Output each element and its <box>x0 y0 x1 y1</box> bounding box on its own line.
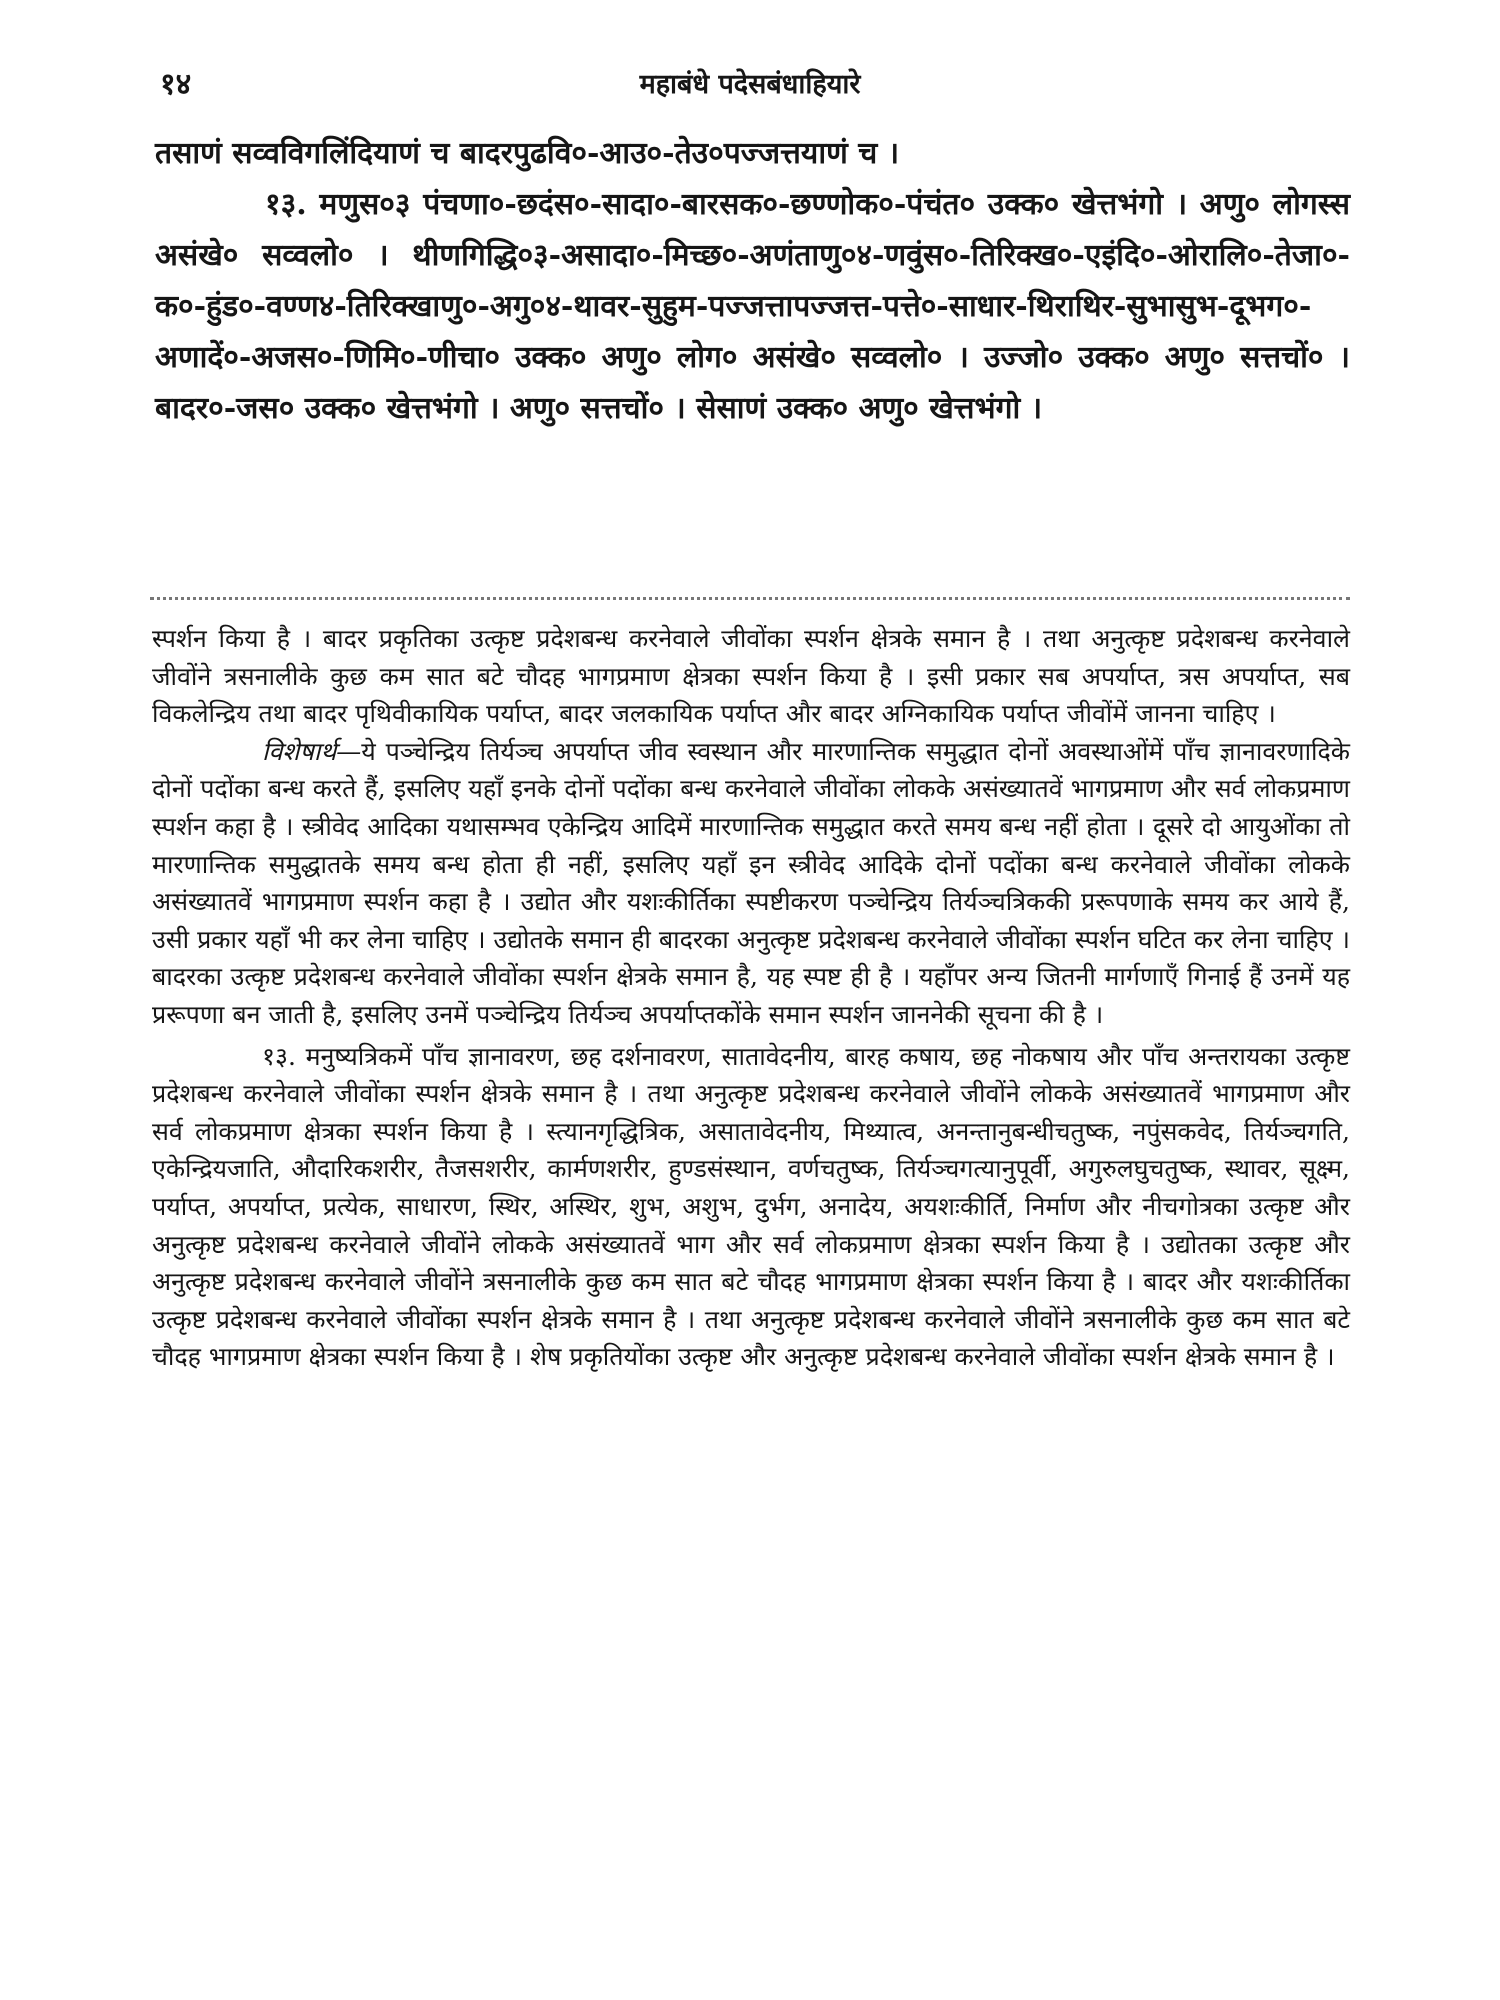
running-title: महाबंधे पदेसबंधाहियारे <box>639 69 861 100</box>
hindi-paragraph-1: स्पर्शन किया है । बादर प्रकृतिका उत्कृष्ट प्रदेशबन्ध करनेवाले जीवोंका स्पर्शन क्षेत्रके समान है । तथा अनुत्कृष्ट प्रदेशबन्ध करनेवाले जीवोंने त्रसनालीके कुछ कम सात बटे चौदह भागप्रमाण क्षेत्रका स्पर्शन किया है । इसी प्रकार सब अपर्याप्त, त्रस अपर्याप्त, सब विकलेन्द्रिय तथा बादर पृथिवीकायिक पर्याप्त, बादर जलकायिक पर्याप्त और बादर अग्निकायिक पर्याप्त जीवोंमें जानना चाहिए । <box>152 624 1350 729</box>
vishesharth-heading: विशेषार्थ— <box>262 736 362 766</box>
page-number: १४ <box>160 67 192 102</box>
section-divider <box>150 597 1350 600</box>
hindi-paragraph-13: १३. मनुष्यत्रिकमें पाँच ज्ञानावरण, छह दर्शनावरण, सातावेदनीय, बारह कषाय, छह नोकषाय और पाँच अन्तरायका उत्कृष्ट प्रदेशबन्ध करनेवाले जीवोंका स्पर्शन क्षेत्रके समान है । तथा अनुत्कृष्ट प्रदेशबन्ध करनेवाले जीवोंने लोकके असंख्यातवें भागप्रमाण और सर्व लोकप्रमाण क्षेत्रका स्पर्शन किया है । स्त्यानगृद्धित्रिक, असातावेदनीय, मिथ्यात्व, अनन्तानुबन्धीचतुष्क, नपुंसकवेद, तिर्यञ्चगति, एकेन्द्रियजाति, औदारिकशरीर, तैजसशरीर, कार्मणशरीर, हुण्डसंस्थान, वर्णचतुष्क, तिर्यञ्चगत्यानुपूर्वी, अगुरुलघुचतुष्क, स्थावर, सूक्ष्म, पर्याप्त, अपर्याप्त, प्रत्येक, साधारण, स्थिर, अस्थिर, शुभ, अशुभ, दुर्भग, अनादेय, अयशःकीर्ति, निर्माण और नीचगोत्रका उत्कृष्ट और अनुत्कृष्ट प्रदेशबन्ध करनेवाले जीवोंने लोकके असंख्यातवें भाग और सर्व लोकप्रमाण क्षेत्रका स्पर्शन किया है । उद्योतका उत्कृष्ट और अनुत्कृष्ट प्रदेशबन्ध करनेवाले जीवोंने त्रसनालीके कुछ कम सात बटे चौदह भागप्रमाण क्षेत्रका स्पर्शन किया है । बादर और यशःकीर्तिका उत्कृष्ट प्रदेशबन्ध करनेवाले जीवोंका स्पर्शन क्षेत्रके समान है । तथा अनुत्कृष्ट प्रदेशबन्ध करनेवाले जीवोंने त्रसनालीके कुछ कम सात बटे चौदह भागप्रमाण क्षेत्रका स्पर्शन किया है । शेष प्रकृतियोंका उत्कृष्ट और अनुत्कृष्ट प्रदेशबन्ध करनेवाले जीवोंका स्पर्शन क्षेत्रके समान है । <box>152 1041 1350 1372</box>
hindi-commentary <box>152 620 1350 1376</box>
prakrit-continuation: तसाणं सव्वविगलिंदियाणं च बादरपुढवि०-आउ०-तेउ०पज्जत्तयाणं च । <box>155 136 900 171</box>
prakrit-section-13: १३. मणुस०३ पंचणा०-छदंस०-सादा०-बारसक०-छण्णोक०-पंचंत० उक्क० खेत्तभंगो । अणु० लोगस्स असंखे० सव्वलो० । थीणगिद्धि०३-असादा०-मिच्छ०-अणंताणु०४-णवुंस०-तिरिक्ख०-एइंदि०-ओरालि०-तेजा०-क०-हुंड०-वण्ण४-तिरिक्खाणु०-अगु०४-थावर-सुहुम-पज्जत्तापज्जत्त-पत्ते०-साधार-थिराथिर-सुभासुभ-दूभग०-अणादें०-अजस०-णिमि०-णीचा० उक्क० अणु० लोग० असंखे० सव्वलो० । उज्जो० उक्क० अणु० सत्तचों० । बादर०-जस० उक्क० खेत्तभंगो । अणु० सत्तचों० । सेसाणं उक्क० अणु० खेत्तभंगो । <box>155 187 1350 426</box>
prakrit-text <box>155 128 1350 434</box>
vishesharth-text: ये पञ्चेन्द्रिय तिर्यञ्च अपर्याप्त जीव स्वस्थान और मारणान्तिक समुद्धात दोनों अवस्थाओंमें पाँच ज्ञानावरणादिके दोनों पदोंका बन्ध करते हैं, इसलिए यहाँ इनके दोनों पदोंका बन्ध करनेवाले जीवोंका लोकके असंख्यातवें भागप्रमाण और सर्व लोकप्रमाण स्पर्शन कहा है । स्त्रीवेद आदिका यथासम्भव एकेन्द्रिय आदिमें मारणान्तिक समुद्धात करते समय बन्ध नहीं होता । दूसरे दो आयुओंका तो मारणान्तिक समुद्धातके समय बन्ध होता ही नहीं, इसलिए यहाँ इन स्त्रीवेद आदिके दोनों पदोंका बन्ध करनेवाले जीवोंका लोकके असंख्यातवें भागप्रमाण स्पर्शन कहा है । उद्योत और यशःकीर्तिका स्पष्टीकरण पञ्चेन्द्रिय तिर्यञ्चत्रिककी प्ररूपणाके समय कर आये हैं, उसी प्रकार यहाँ भी कर लेना चाहिए । उद्योतके समान ही बादरका अनुत्कृष्ट प्रदेशबन्ध करनेवाले जीवोंका स्पर्शन घटित कर लेना चाहिए । बादरका उत्कृष्ट प्रदेशबन्ध करनेवाले जीवोंका स्पर्शन क्षेत्रके समान है, यह स्पष्ट ही है । यहाँपर अन्य जितनी मार्गणाएँ गिनाई हैं उनमें यह प्ररूपणा बन जाती है, इसलिए उनमें पञ्चेन्द्रिय तिर्यञ्च अपर्याप्तकोंके समान स्पर्शन जाननेकी सूचना की है । <box>152 736 1350 1029</box>
page-header <box>155 62 1345 102</box>
vishesharth-paragraph <box>152 733 1350 1034</box>
